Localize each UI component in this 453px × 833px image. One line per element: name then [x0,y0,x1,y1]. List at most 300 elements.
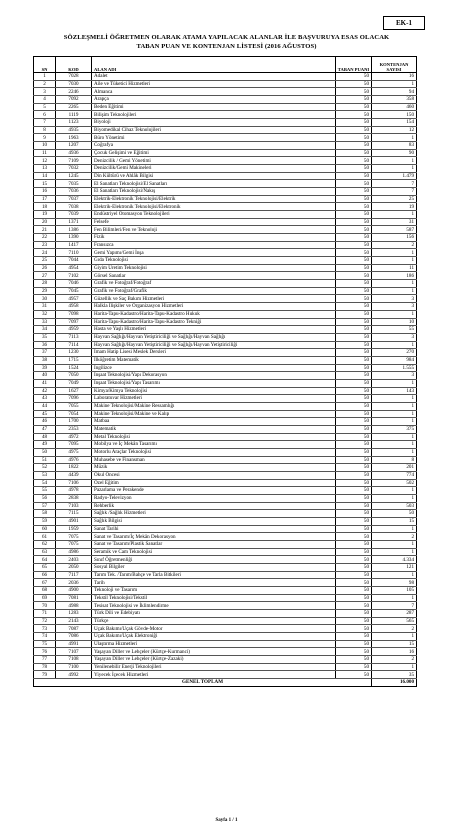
cell-taban-puani: 50 [336,548,372,556]
cell-kod: 1390 [56,234,92,242]
cell-kod: 7110 [56,249,92,257]
cell-taban-puani: 50 [336,73,372,81]
cell-taban-puani: 50 [336,226,372,234]
cell-kod: 1715 [56,356,92,364]
cell-kontenjan: 1 [372,633,417,641]
cell-taban-puani: 50 [336,494,372,502]
cell-alan-adi: Kimya/Kimya Teknolojisi [92,387,336,395]
cell-kontenjan: 201 [372,464,417,472]
cell-sn: 3 [34,88,56,96]
cell-alan-adi: Felsefe [92,218,336,226]
cell-alan-adi: İnşaat Teknolojisi/Yapı Tasarımı [92,379,336,387]
header-alan-adi: ALAN ADI [92,57,336,73]
cell-kod: 7032 [56,165,92,173]
cell-kontenjan: 1 [372,287,417,295]
cell-kontenjan: 7 [372,188,417,196]
cell-kod: 4991 [56,640,92,648]
cell-sn: 56 [34,494,56,502]
quota-table [33,56,417,687]
cell-taban-puani: 50 [336,218,372,226]
cell-kod: 4439 [56,471,92,479]
cell-alan-adi: Elektrik-Elektronik Teknolojisi/Elektronik [92,203,336,211]
cell-taban-puani: 50 [336,96,372,104]
cell-sn: 26 [34,264,56,272]
cell-sn: 71 [34,610,56,618]
cell-kod: 4954 [56,264,92,272]
cell-sn: 4 [34,96,56,104]
cell-alan-adi: Grafik ve Fotoğraf/Grafik [92,287,336,295]
cell-kod: 7044 [56,257,92,265]
cell-kontenjan: 12 [372,126,417,134]
cell-sn: 63 [34,548,56,556]
cell-kod: 7075 [56,540,92,548]
cell-alan-adi: Muhasebe ve Finansman [92,456,336,464]
cell-sn: 37 [34,349,56,357]
cell-kod: 7114 [56,341,92,349]
cell-kontenjan: 156 [372,234,417,242]
cell-taban-puani: 50 [336,456,372,464]
cell-sn: 62 [34,540,56,548]
cell-alan-adi: Coğrafya [92,142,336,150]
cell-alan-adi: Ulaştırma Hizmetleri [92,640,336,648]
cell-alan-adi: Elektrik-Elektronik Teknolojisi/Elektrik [92,195,336,203]
cell-taban-puani: 50 [336,310,372,318]
cell-kontenjan: 1 [372,433,417,441]
cell-sn: 29 [34,287,56,295]
cell-taban-puani: 50 [336,142,372,150]
cell-sn: 45 [34,410,56,418]
cell-taban-puani: 50 [336,280,372,288]
cell-alan-adi: İmam Hatip Lisesi Meslek Dersleri [92,349,336,357]
table-row [34,180,417,188]
cell-taban-puani: 50 [336,80,372,88]
cell-alan-adi: Makine Teknolojisi/Makine Ressamlığı [92,402,336,410]
cell-kontenjan: 565 [372,617,417,625]
cell-kontenjan: 1 [372,310,417,318]
cell-alan-adi: Özel Eğitim [92,479,336,487]
cell-alan-adi: Sanat Tarihi [92,525,336,533]
cell-kod: 2265 [56,103,92,111]
cell-taban-puani: 50 [336,249,372,257]
cell-alan-adi: Grafik ve Fotoğraf/Fotoğraf [92,280,336,288]
cell-sn: 22 [34,234,56,242]
cell-sn: 12 [34,157,56,165]
cell-kod: 4988 [56,602,92,610]
cell-kontenjan: 3 [372,303,417,311]
cell-kontenjan: 2 [372,533,417,541]
table-row [34,656,417,664]
cell-kod: 7075 [56,533,92,541]
cell-alan-adi: Sanat ve Tasarım/Plastik Sanatlar [92,540,336,548]
cell-taban-puani: 50 [336,379,372,387]
cell-taban-puani: 50 [336,88,372,96]
cell-alan-adi: Motorlu Araçlar Teknolojisi [92,448,336,456]
cell-kod: 7036 [56,188,92,196]
cell-sn: 7 [34,119,56,127]
cell-kontenjan: 1 [372,448,417,456]
table-row [34,464,417,472]
cell-alan-adi: İngilizce [92,364,336,372]
cell-alan-adi: Teknoloji ve Tasarım [92,587,336,595]
cell-taban-puani: 50 [336,157,372,165]
table-row [34,517,417,525]
cell-taban-puani: 50 [336,264,372,272]
cell-kontenjan: 1 [372,571,417,579]
cell-kod: 4957 [56,295,92,303]
table-row [34,80,417,88]
cell-sn: 66 [34,571,56,579]
cell-taban-puani: 50 [336,211,372,219]
cell-kontenjan: 1 [372,402,417,410]
cell-kontenjan: 1 [372,341,417,349]
cell-kontenjan: 270 [372,349,417,357]
total-row [34,679,417,687]
table-row [34,395,417,403]
table-row [34,425,417,433]
table-row [34,418,417,426]
cell-sn: 74 [34,633,56,641]
cell-taban-puani: 50 [336,479,372,487]
cell-taban-puani: 50 [336,579,372,587]
cell-kontenjan: 1 [372,540,417,548]
cell-taban-puani: 50 [336,372,372,380]
cell-kontenjan: 15 [372,517,417,525]
cell-taban-puani: 50 [336,234,372,242]
cell-sn: 59 [34,517,56,525]
cell-kod: 7108 [56,656,92,664]
table-row [34,602,417,610]
cell-sn: 27 [34,272,56,280]
cell-kod: 7055 [56,402,92,410]
table-row [34,372,417,380]
cell-sn: 30 [34,295,56,303]
table-row [34,548,417,556]
cell-kod: 1963 [56,134,92,142]
cell-taban-puani: 50 [336,172,372,180]
cell-kod: 1245 [56,172,92,180]
cell-alan-adi: Fizik [92,234,336,242]
cell-sn: 65 [34,564,56,572]
cell-taban-puani: 50 [336,387,372,395]
cell-kontenjan: 502 [372,479,417,487]
cell-alan-adi: Seramik ve Cam Teknolojisi [92,548,336,556]
table-row [34,211,417,219]
cell-sn: 61 [34,533,56,541]
cell-sn: 10 [34,142,56,150]
cell-alan-adi: Sağlık /Sağlık Hizmetleri [92,510,336,518]
table-row [34,226,417,234]
cell-kod: 7087 [56,625,92,633]
cell-taban-puani: 50 [336,180,372,188]
table-row [34,579,417,587]
total-label: GENEL TOPLAM [34,679,372,687]
cell-kod: 2246 [56,88,92,96]
cell-kontenjan: 154 [372,119,417,127]
cell-kontenjan: 1 [372,594,417,602]
page-footer: Sayfa 1 / 1 [215,818,238,823]
table-row [34,487,417,495]
cell-taban-puani: 50 [336,257,372,265]
cell-alan-adi: Sağlık Bilgisi [92,517,336,525]
cell-sn: 33 [34,318,56,326]
cell-alan-adi: Fransızca [92,241,336,249]
cell-taban-puani: 50 [336,433,372,441]
cell-alan-adi: Türk Dili ve Edebiyatı [92,610,336,618]
cell-alan-adi: Din Kültürü ve Ahlâk Bilgisi [92,172,336,180]
cell-alan-adi: Biyoloji [92,119,336,127]
cell-kontenjan: 7 [372,180,417,188]
cell-sn: 9 [34,134,56,142]
cell-alan-adi: Biyomedikal Cihaz Teknolojileri [92,126,336,134]
cell-kod: 7046 [56,280,92,288]
cell-kontenjan: 287 [372,610,417,618]
cell-taban-puani: 50 [336,303,372,311]
cell-taban-puani: 50 [336,663,372,671]
table-row [34,433,417,441]
cell-taban-puani: 50 [336,395,372,403]
cell-alan-adi: Almanca [92,88,336,96]
cell-taban-puani: 50 [336,111,372,119]
cell-alan-adi: El Sanatları Teknolojisi/El Sanatları [92,180,336,188]
cell-kod: 4975 [56,448,92,456]
cell-kontenjan: 83 [372,142,417,150]
cell-kontenjan: 774 [372,471,417,479]
cell-sn: 57 [34,502,56,510]
cell-kod: 7092 [56,96,92,104]
cell-sn: 55 [34,487,56,495]
table-row [34,165,417,173]
cell-kod: 2403 [56,556,92,564]
cell-kod: 4986 [56,548,92,556]
cell-kontenjan: 1 [372,548,417,556]
table-row [34,157,417,165]
cell-kod: 1524 [56,364,92,372]
cell-kod: 7050 [56,372,92,380]
table-row [34,142,417,150]
table-row [34,172,417,180]
cell-sn: 32 [34,310,56,318]
cell-kod: 7035 [56,180,92,188]
cell-sn: 11 [34,149,56,157]
cell-kod: 7054 [56,410,92,418]
cell-sn: 20 [34,218,56,226]
cell-alan-adi: Harita-Tapu-Kadastro/Harita-Tapu-Kadastro Tekniği [92,318,336,326]
cell-sn: 15 [34,180,56,188]
cell-kod: 1123 [56,119,92,127]
cell-sn: 78 [34,663,56,671]
table-row [34,195,417,203]
table-row [34,594,417,602]
cell-sn: 52 [34,464,56,472]
cell-alan-adi: Matematik [92,425,336,433]
cell-sn: 21 [34,226,56,234]
cell-taban-puani: 50 [336,356,372,364]
cell-sn: 19 [34,211,56,219]
cell-sn: 23 [34,241,56,249]
cell-kontenjan: 1.555 [372,364,417,372]
cell-kontenjan: 375 [372,425,417,433]
cell-kontenjan: 984 [372,356,417,364]
header-sn: SN [34,57,56,73]
cell-kod: 1207 [56,142,92,150]
cell-kontenjan: 2 [372,241,417,249]
cell-kontenjan: 3 [372,333,417,341]
cell-kod: 7106 [56,479,92,487]
cell-kod: 2838 [56,494,92,502]
cell-kontenjan: 3 [372,295,417,303]
cell-sn: 54 [34,479,56,487]
cell-sn: 25 [34,257,56,265]
cell-kod: 7030 [56,80,92,88]
cell-sn: 17 [34,195,56,203]
cell-kod: 2353 [56,425,92,433]
total-value: 16.000 [372,679,417,687]
table-row [34,333,417,341]
cell-sn: 50 [34,448,56,456]
cell-sn: 76 [34,648,56,656]
table-row [34,326,417,334]
cell-alan-adi: İlköğretim Matematik [92,356,336,364]
header-taban-puani: TABAN PUANI [336,57,372,73]
cell-taban-puani: 50 [336,134,372,142]
cell-taban-puani: 50 [336,410,372,418]
cell-taban-puani: 50 [336,556,372,564]
cell-kod: 7097 [56,318,92,326]
cell-kontenjan: 1 [372,211,417,219]
cell-kontenjan: 94 [372,88,417,96]
cell-sn: 14 [34,172,56,180]
cell-alan-adi: Endüstriyel Otomasyon Teknolojileri [92,211,336,219]
cell-kontenjan: 50 [372,510,417,518]
cell-taban-puani: 50 [336,425,372,433]
cell-kontenjan: 1 [372,410,417,418]
cell-taban-puani: 50 [336,471,372,479]
cell-taban-puani: 50 [336,517,372,525]
cell-kod: 1959 [56,525,92,533]
cell-taban-puani: 50 [336,648,372,656]
cell-kontenjan: 4.334 [372,556,417,564]
table-row [34,341,417,349]
cell-taban-puani: 50 [336,671,372,679]
cell-kontenjan: 1 [372,418,417,426]
table-row [34,349,417,357]
cell-kod: 4992 [56,671,92,679]
cell-kontenjan: 121 [372,564,417,572]
cell-kontenjan: 186 [372,272,417,280]
table-row [34,540,417,548]
table-header-row [34,57,417,73]
cell-kod: 4936 [56,149,92,157]
cell-kontenjan: 15 [372,640,417,648]
table-row [34,287,417,295]
cell-sn: 60 [34,525,56,533]
cell-sn: 40 [34,372,56,380]
cell-taban-puani: 50 [336,364,372,372]
cell-taban-puani: 50 [336,333,372,341]
cell-kontenjan: 1 [372,157,417,165]
cell-taban-puani: 50 [336,610,372,618]
cell-kontenjan: 19 [372,203,417,211]
cell-kontenjan: 98 [372,579,417,587]
cell-sn: 75 [34,640,56,648]
cell-alan-adi: Mobilya ve İç Mekân Tasarımı [92,441,336,449]
cell-sn: 67 [34,579,56,587]
cell-alan-adi: Tarım Tek. /Tarım/Bahçe ve Tarla Bitkileri [92,571,336,579]
cell-taban-puani: 50 [336,149,372,157]
cell-sn: 34 [34,326,56,334]
cell-taban-puani: 50 [336,349,372,357]
cell-alan-adi: Laboratuvar Hizmetleri [92,395,336,403]
cell-alan-adi: Hasta ve Yaşlı Hizmetleri [92,326,336,334]
cell-sn: 41 [34,379,56,387]
cell-alan-adi: Hayvan Sağlığı/Hayvan Yetiştiriciliği ve Sağlığı/Hayvan Yetiştiriciliği [92,341,336,349]
cell-kontenjan: 3 [372,372,417,380]
cell-taban-puani: 50 [336,617,372,625]
cell-sn: 70 [34,602,56,610]
table-row [34,402,417,410]
cell-kontenjan: 150 [372,111,417,119]
cell-kontenjan: 1 [372,257,417,265]
cell-sn: 18 [34,203,56,211]
cell-kod: 4935 [56,126,92,134]
cell-alan-adi: Bilişim Teknolojileri [92,111,336,119]
cell-sn: 16 [34,188,56,196]
cell-kontenjan: 90 [372,149,417,157]
cell-taban-puani: 50 [336,633,372,641]
table-row [34,671,417,679]
cell-kod: 7096 [56,395,92,403]
cell-sn: 48 [34,433,56,441]
cell-kod: 2036 [56,579,92,587]
cell-kod: 1386 [56,226,92,234]
cell-sn: 5 [34,103,56,111]
cell-taban-puani: 50 [336,448,372,456]
cell-sn: 39 [34,364,56,372]
cell-kontenjan: 25 [372,195,417,203]
table-row [34,188,417,196]
cell-sn: 31 [34,303,56,311]
table-row [34,73,417,81]
cell-sn: 49 [34,441,56,449]
cell-kontenjan: 503 [372,502,417,510]
cell-kod: 7113 [56,333,92,341]
cell-sn: 64 [34,556,56,564]
cell-alan-adi: Rehberlik [92,502,336,510]
cell-sn: 8 [34,126,56,134]
cell-sn: 28 [34,280,56,288]
cell-sn: 24 [34,249,56,257]
title-line-2: TABAN PUAN VE KONTENJAN LİSTESİ (2016 AĞUSTOS) [136,43,317,50]
cell-alan-adi: Çocuk Gelişimi ve Eğitimi [92,149,336,157]
cell-kontenjan: 31 [372,218,417,226]
cell-kod: 1230 [56,349,92,357]
header-kod: KOD [56,57,92,73]
cell-kontenjan: 11 [372,264,417,272]
table-row [34,587,417,595]
cell-alan-adi: Denizcilik/Gemi Makineleri [92,165,336,173]
cell-taban-puani: 50 [336,510,372,518]
cell-sn: 47 [34,425,56,433]
cell-kod: 4901 [56,517,92,525]
cell-taban-puani: 50 [336,195,372,203]
table-row [34,625,417,633]
cell-kod: 4900 [56,587,92,595]
cell-kontenjan: 16 [372,648,417,656]
cell-kontenjan: 1.479 [372,172,417,180]
cell-sn: 51 [34,456,56,464]
cell-alan-adi: Makine Teknolojisi/Makine ve Kalıp [92,410,336,418]
table-row [34,571,417,579]
